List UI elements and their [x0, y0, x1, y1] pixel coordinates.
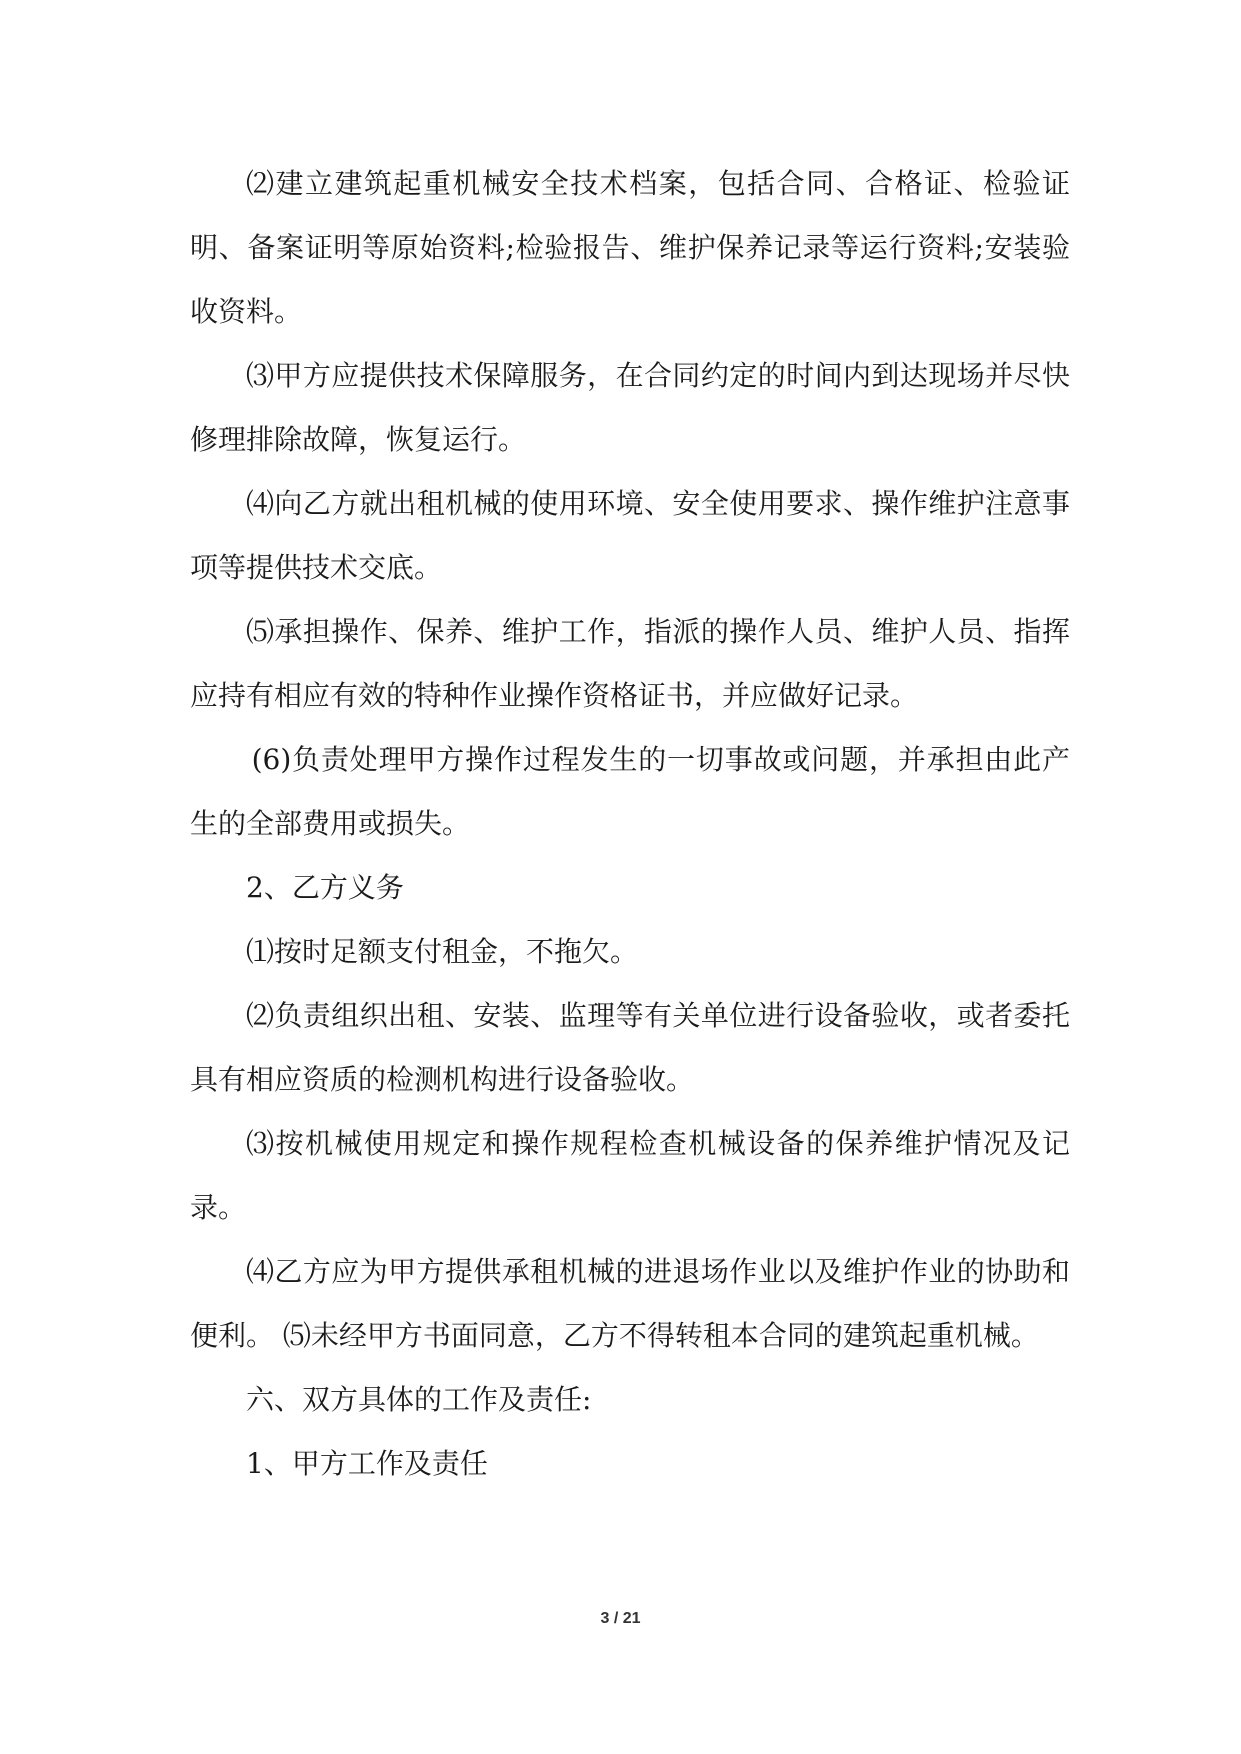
section-heading-party-b-obligations: 2、乙方义务	[246, 871, 404, 904]
paragraph-pay-rent: ⑴按时足额支付租金，不拖欠。	[246, 935, 639, 968]
page-number: 3 / 21	[600, 1610, 641, 1627]
paragraph-technical-support: ⑶甲方应提供技术保障服务，在合同约定的时间内到达现场并尽快修理排除故障，恢复运行。	[190, 359, 1070, 456]
paragraph-accident-handling: (6)负责处理甲方操作过程发生的一切事故或问题，并承担由此产生的全部费用或损失。	[190, 743, 1070, 840]
document-body	[190, 152, 1070, 1496]
paragraph-operation-maintenance: ⑸承担操作、保养、维护工作，指派的操作人员、维护人员、指挥应持有相应有效的特种作业操作资格证书，并应做好记录。	[190, 615, 1070, 712]
paragraph-archive: ⑵建立建筑起重机械安全技术档案，包括合同、合格证、检验证明、备案证明等原始资料;检验报告、维护保养记录等运行资料;安装验收资料。	[190, 167, 1070, 328]
paragraph-assistance-sublease: ⑷乙方应为甲方提供承租机械的进退场作业以及维护作业的协助和便利。 ⑸未经甲方书面同意，乙方不得转租本合同的建筑起重机械。	[190, 1255, 1070, 1352]
section-heading-work-responsibilities: 六、双方具体的工作及责任:	[246, 1383, 592, 1416]
section-heading-party-a-work: 1、甲方工作及责任	[246, 1447, 488, 1480]
paragraph-equipment-acceptance: ⑵负责组织出租、安装、监理等有关单位进行设备验收，或者委托具有相应资质的检测机构进行设备验收。	[190, 999, 1070, 1096]
paragraph-technical-briefing: ⑷向乙方就出租机械的使用环境、安全使用要求、操作维护注意事项等提供技术交底。	[190, 487, 1070, 584]
paragraph-inspection: ⑶按机械使用规定和操作规程检查机械设备的保养维护情况及记录。	[190, 1127, 1070, 1224]
